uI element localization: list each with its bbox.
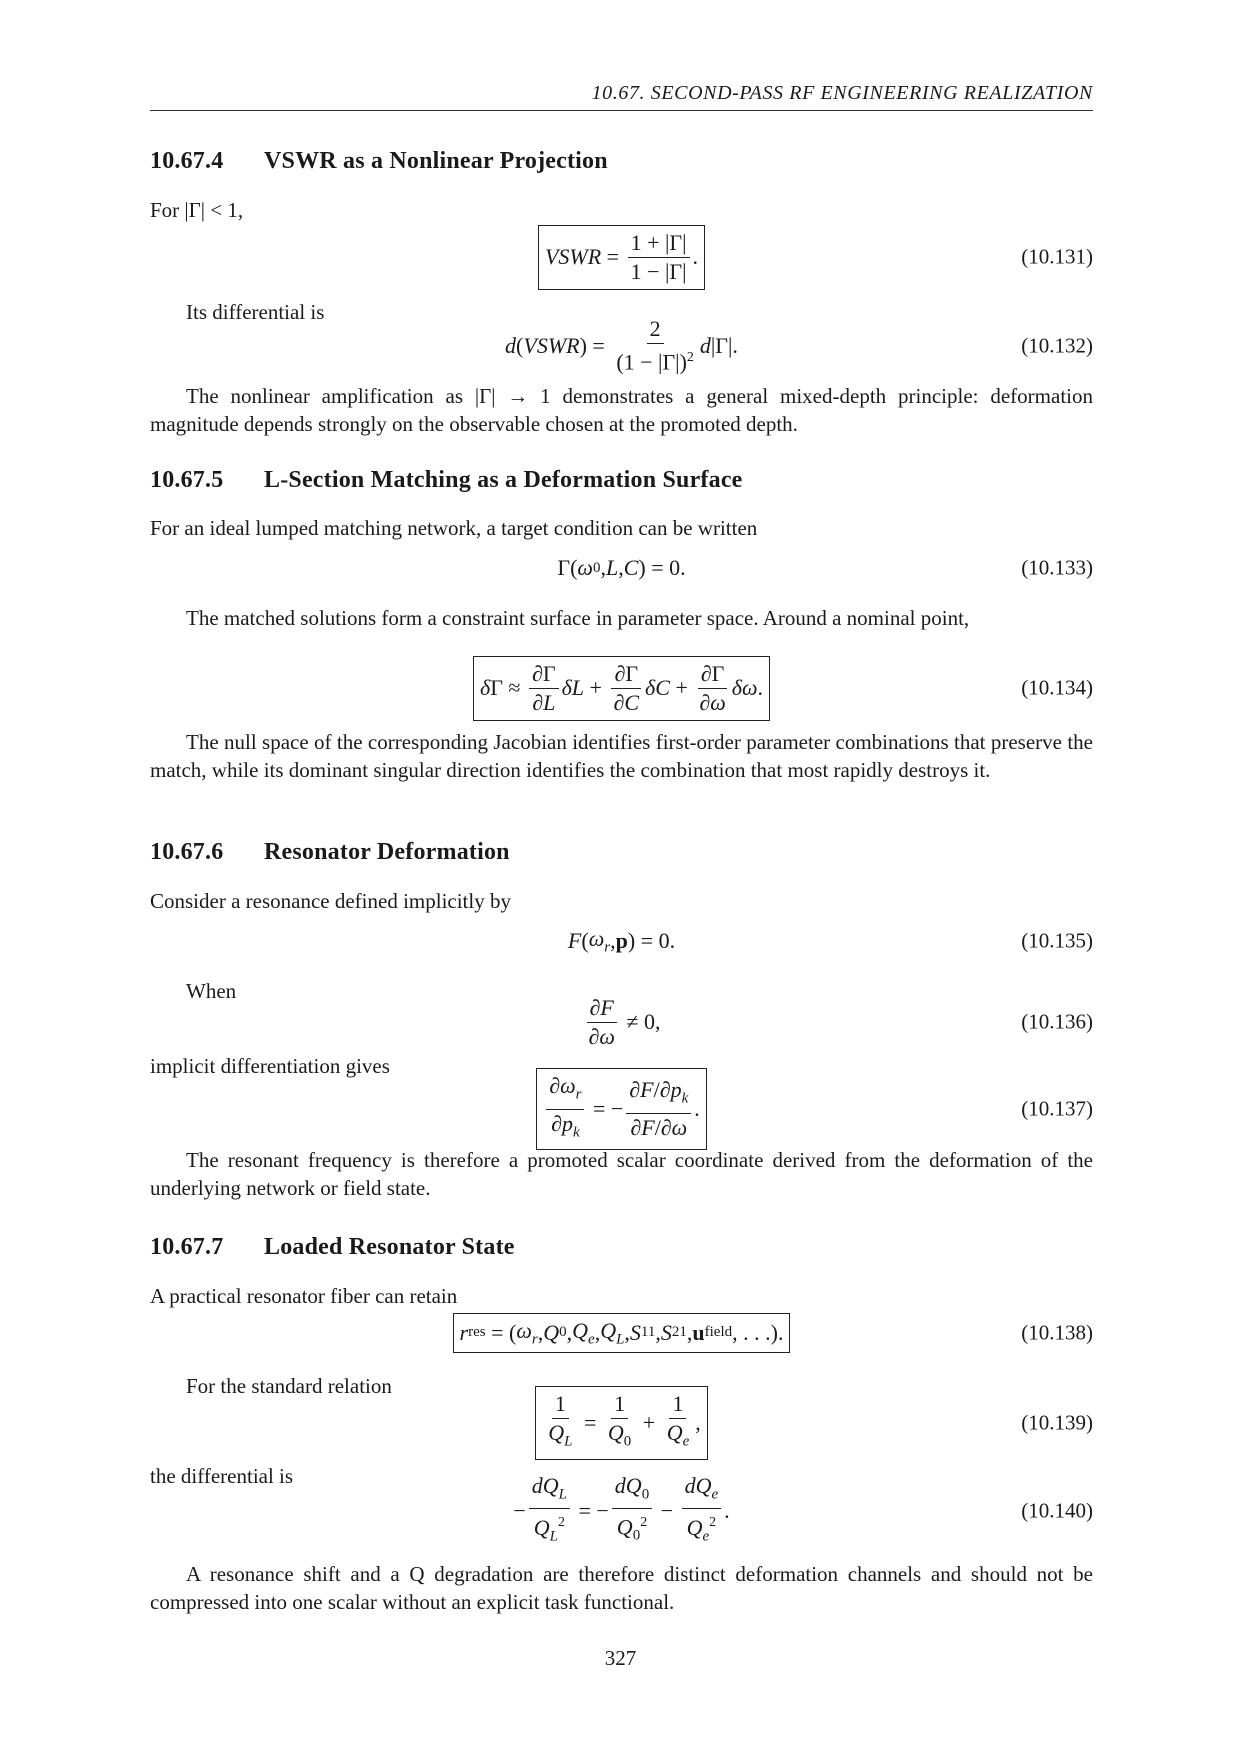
equation-number: (10.133) (1021, 555, 1093, 580)
section-heading (150, 1234, 515, 1261)
equation-10-140: − $\frac{dQ_L}{Q_L^2}$ = − $\frac{dQ_0}{Q_0^2}$ − $\frac{dQ_e}{Q_e^2}$ . (10.140) (513, 1472, 1093, 1545)
section-number: 10.67.4 (150, 148, 224, 174)
paragraph: The resonant frequency is therefore a promoted scalar coordinate derived from the deformation of the underlying network or field state. (150, 1148, 1093, 1200)
equation-number: (10.139) (1021, 1410, 1093, 1435)
equation-10-133: Γ( ω 0 , L , C ) = 0. (10.133) (557, 555, 1093, 580)
equation-10-138 (150, 1308, 1093, 1358)
equation-10-135: F ( $\omega_r$ , p ) = 0. (10.135) (567, 925, 1093, 956)
section-title: Loaded Resonator State (264, 1234, 515, 1260)
section-number: 10.67.7 (150, 1234, 224, 1260)
section-heading (150, 148, 608, 175)
section-title: Resonator Deformation (264, 839, 510, 865)
paragraph: When (186, 979, 237, 1003)
equation-number: (10.134) (1021, 675, 1093, 700)
equation-10-136: $\frac{\partial F}{\partial\omega}$ ≠ 0, (10.136) (588, 994, 1093, 1049)
equation-number: (10.132) (1021, 333, 1093, 358)
equation-number: (10.138) (1021, 1320, 1093, 1345)
paragraph: For the standard relation (186, 1374, 392, 1398)
equation-10-132: d ( VSWR ) = $\frac{2}{(1 - |\Gamma|)^2}$ d |Γ|. (10.132) (505, 316, 1093, 375)
section-heading (150, 467, 743, 494)
page-number: 327 (604, 1646, 637, 1670)
equation-number: (10.131) (1021, 244, 1093, 269)
boxed-equation: δ Γ ≈ $\frac{\partial\Gamma}{\partial L}$ δL + $\frac{\partial\Gamma}{\partial C}$ δC + $\frac{\partial\Gamma}{\partial\omega}$ δω . (473, 656, 770, 721)
boxed-equation: VSWR = $\frac{1 + |\Gamma|}{1 - |\Gamma|}$ . (538, 225, 705, 290)
paragraph: implicit differentiation gives (150, 1054, 390, 1078)
boxed-equation: r res = ( $\omega_r$ , Q 0 , $Q_e$ , $Q_L$ , S 11 , S 21 , u field , . . .). (453, 1313, 791, 1353)
section-number: 10.67.6 (150, 839, 224, 865)
paragraph: the differential is (150, 1464, 294, 1488)
running-head (150, 80, 1093, 111)
paragraph: A resonance shift and a Q degradation are therefore distinct deformation channels and should not be compressed into one scalar without an explicit task functional. (150, 1562, 1093, 1614)
paragraph: A practical resonator fiber can retain (150, 1284, 458, 1308)
paragraph: For |Γ| < 1, (150, 198, 244, 222)
paragraph: For an ideal lumped matching network, a target condition can be written (150, 516, 758, 540)
equation-10-134 (150, 656, 1093, 720)
section-number: 10.67.5 (150, 467, 224, 493)
section-title: L-Section Matching as a Deformation Surface (264, 467, 743, 493)
equation-number: (10.137) (1021, 1096, 1093, 1121)
running-head-text: 10.67. SECOND-PASS RF ENGINEERING REALIZATION (591, 82, 1093, 104)
boxed-equation: $\frac{1}{Q_L}$ = $\frac{1}{Q_0}$ + $\frac{1}{Q_e}$ , (535, 1386, 708, 1459)
equation-number: (10.135) (1021, 928, 1093, 953)
equation-10-137 (150, 1074, 1093, 1144)
section-title: VSWR as a Nonlinear Projection (264, 148, 608, 174)
equation-10-139 (150, 1388, 1093, 1458)
paragraph: Its differential is (186, 300, 325, 324)
boxed-equation: $\frac{\partial\omega_r}{\partial p_k}$ = − $\frac{\partial F/\partial p_k}{\partial F/\partial\omega}$ . (536, 1068, 707, 1150)
paragraph: Consider a resonance defined implicitly by (150, 889, 511, 913)
equation-10-131 (150, 224, 1093, 290)
paragraph: The null space of the corresponding Jacobian identifies first-order parameter combinations that preserve the match, while its dominant singular direction identifies the combination that most rapidly destroys it. (150, 730, 1093, 782)
equation-number: (10.136) (1021, 1009, 1093, 1034)
paragraph: The nonlinear amplification as |Γ| → 1 demonstrates a general mixed-depth principle: deformation magnitude depends strongly on the observable chosen at the promoted depth. (150, 384, 1093, 436)
paragraph: The matched solutions form a constraint surface in parameter space. Around a nominal point, (186, 606, 970, 630)
section-heading (150, 839, 510, 866)
equation-number: (10.140) (1021, 1498, 1093, 1523)
